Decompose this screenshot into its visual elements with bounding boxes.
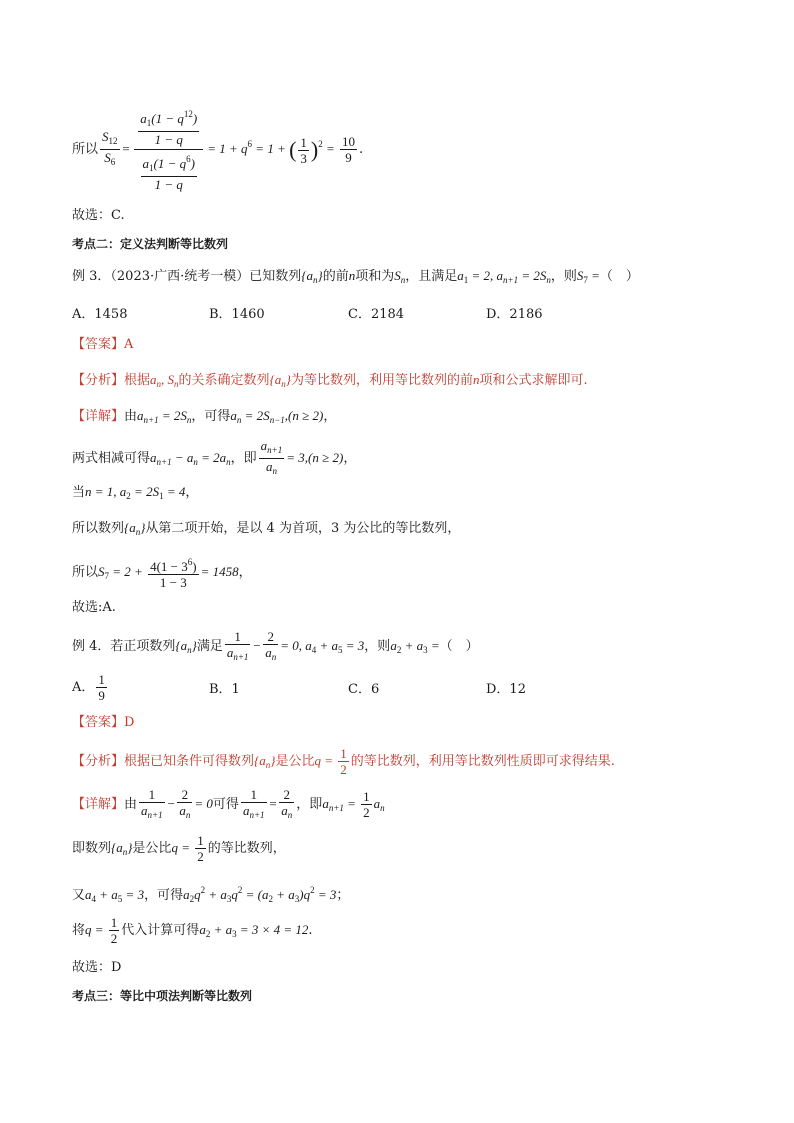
- example-4-detail-2: 即数列$\{a_n\}$是公比q = $\frac{1}{2}$ 的等比数列，: [72, 833, 286, 864]
- example-4-detail-1: 【详解】由 $\frac{1}{a_{n+1}}$ − $\frac{2}{a_n}$ = 0可得 $\frac{1}{a_{n+1}}$ = $\frac{2}{a_n}$ ，即$a_{n+1}$ = $\frac{1}{2}$ $a_n$: [72, 786, 385, 820]
- option-b: B．1: [209, 682, 240, 697]
- option-c: C．6: [348, 682, 380, 697]
- choice-a: 故选:A.: [72, 600, 116, 615]
- text-prefix: 所以: [72, 142, 99, 157]
- example-4-detail-3: 又$a_4 + a_5 = 3$，可得$a_2q^2 + a_3q^2 = (a_2 + a_3)q^2 = 3$；: [72, 885, 350, 904]
- example-3-detail-1: 【详解】由$a_{n+1} = 2S_n$，可得$a_n = 2S_{n-1},(n \ge 2)$，: [72, 408, 337, 425]
- example-3-detail-3: 当n = 1, $a_2 = 2S_1 = 4$，: [72, 484, 199, 501]
- section-3-title: 考点三：等比中项法判断等比数列: [72, 989, 253, 1003]
- option-a-frac: A． $\frac{1}{9}$: [72, 672, 105, 703]
- example-3-detail-4: 所以数列$\{a_n\}$从第二项开始，是以 4 为首项，3 为公比的等比数列，: [72, 520, 461, 537]
- ratio-fraction: $\frac{S_{12}}{S_6}$: [102, 129, 118, 167]
- choice-c: 故选：C.: [72, 208, 125, 223]
- option-d: D．12: [486, 682, 526, 697]
- example-4-answer: 【答案】D: [72, 715, 135, 730]
- example-3-answer: 【答案】A: [72, 337, 134, 352]
- example-4-question: 例 4．若正项数列$\{a_n\}$满足 $\frac{1}{a_{n+1}}$ − $\frac{2}{a_n}$ = 0, $a_4 + a_5 = 3$，则$a_2 + a_3$ =（ ）: [72, 628, 479, 662]
- example-3-question: 例 3．（2023·广西·统考一模）已知数列$\{a_n\}$的前n项和为$S_n$，且满足$a_1 = 2$, $a_{n+1} = 2S_n$，则$S_7$ =（ ）: [72, 268, 639, 285]
- option-c: C．2184: [348, 307, 405, 322]
- example-3-analysis: 【分析】根据$a_n$, $S_n$的关系确定数列$\{a_n\}$为等比数列，利用等比数列的前n项和公式求解即可.: [72, 372, 588, 389]
- example-3-detail-2: 两式相减可得$a_{n+1} - a_n = 2a_n$，即 $\frac{a_{n+1}}{a_n}$ = 3,(n ≥ 2)，: [72, 438, 357, 476]
- section-2-title: 考点二：定义法判断等比数列: [72, 237, 229, 251]
- example-4-detail-4: 将q = $\frac{1}{2}$ 代入计算可得$a_2 + a_3 = 3 \times 4 = 12$.: [72, 915, 313, 946]
- result-fraction: $\frac{10}{9}$: [342, 134, 356, 165]
- option-b: B．1460: [209, 307, 265, 322]
- example-4-analysis: 【分析】根据已知条件可得数列$\{a_n\}$是公比q = $\frac{1}{2}$ 的等比数列，利用等比数列性质即可求得结果.: [72, 746, 615, 777]
- option-a: A．1458: [72, 307, 128, 322]
- choice-d: 故选：D: [72, 960, 122, 975]
- complex-fraction: $\frac{\frac{a_1(1 - q^{12})}{1 - q}}{\frac{a_1(1 - q^6)}{1 - q}}$: [134, 107, 203, 192]
- option-d: D．2186: [486, 307, 543, 322]
- example-3-detail-5: 所以$S_7 = 2$ + $\frac{4(1 - 3^6)}{1 - 3}$ = 1458，: [72, 557, 252, 590]
- solution-ratio-line: 所以 $\frac{S_{12}}{S_6}$ = $\frac{\frac{a_1(1 - q^{12})}{1 - q}}{\frac{a_1(1 - q^6)}{1 - q}}$ = $1 + q^6 = 1$ + ( $\frac{1}{3}$ )$^2$ = $\frac{10}{9}$ .: [72, 109, 364, 192]
